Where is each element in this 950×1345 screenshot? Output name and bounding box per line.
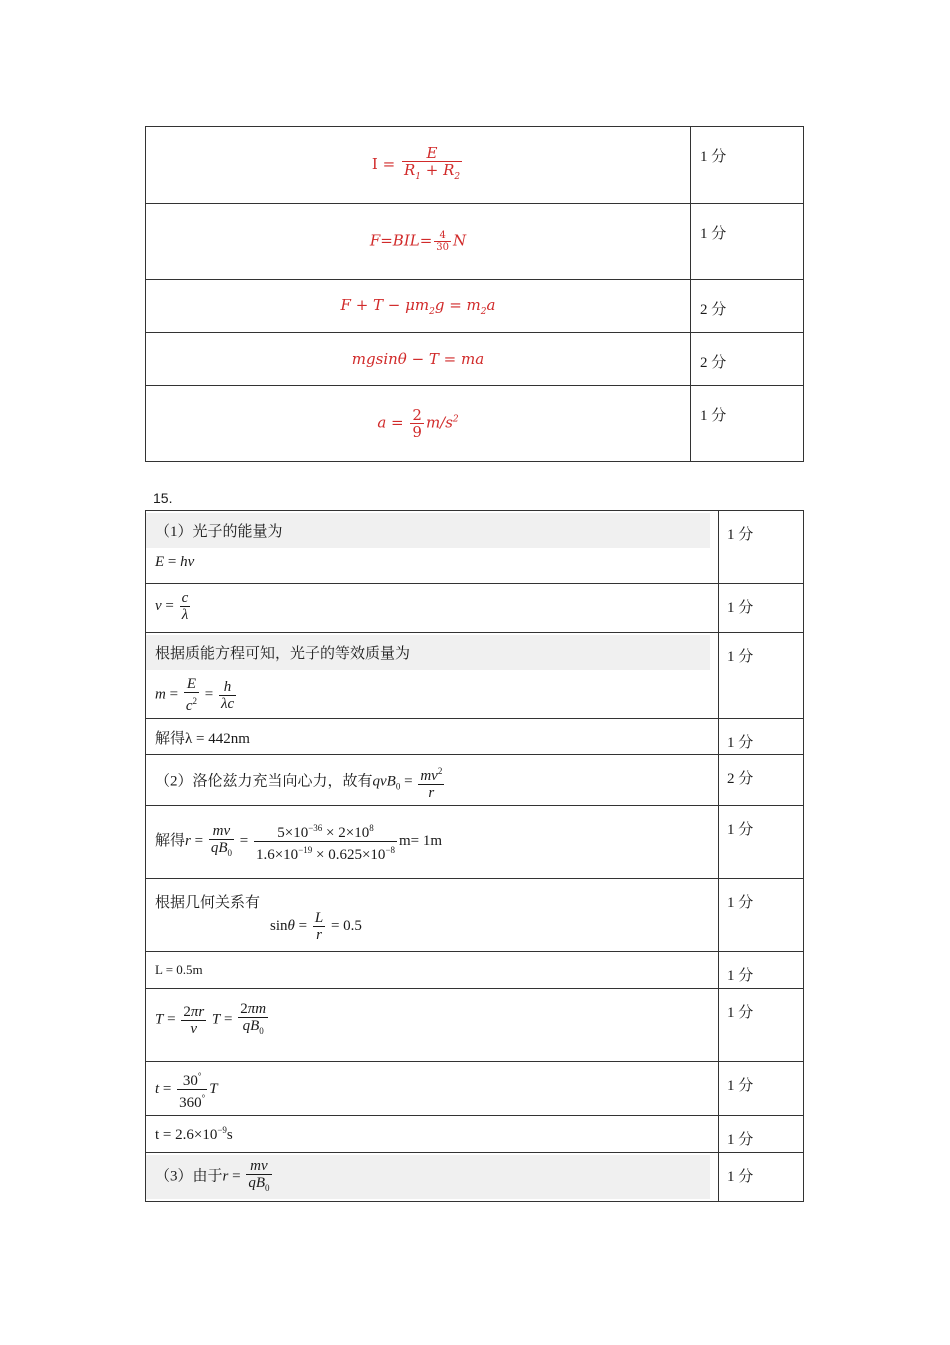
score-cell: 1 分 [719, 1062, 804, 1116]
score-cell: 1 分 [719, 952, 804, 989]
table-row [146, 127, 804, 204]
step-text: 根据质能方程可知，光子的等效质量为 [146, 635, 710, 670]
table-row [146, 719, 804, 755]
solution-cell [146, 806, 719, 879]
score-cell: 1 分 [691, 127, 804, 204]
table-row [146, 989, 804, 1062]
table-row [146, 584, 804, 633]
solution-cell [146, 1153, 719, 1202]
result-wavelength: 解得λ = 442nm [155, 731, 250, 747]
table-row [146, 952, 804, 989]
solution-cell [146, 879, 719, 952]
score-cell: 1 分 [719, 719, 804, 755]
solution-cell [146, 952, 719, 989]
table-row [146, 806, 804, 879]
score-cell: 2 分 [691, 280, 804, 333]
result-length: L = 0.5m [155, 962, 203, 977]
formula-energy: E = hν [155, 554, 195, 570]
formula-force: F=BIL= $\frac{4}{30}$ N [146, 204, 691, 280]
table-row [146, 333, 804, 386]
formula-period: T = $\frac{2\pi r}{v}$ T = $\frac{2\pi m}{qB_0}$ [155, 1001, 267, 1037]
scoring-table-q15 [145, 510, 804, 1202]
solution-cell [146, 584, 719, 633]
formula-frequency: ν = $\frac{c}{\lambda}$ [155, 590, 189, 623]
solution-cell [146, 719, 719, 755]
table-row [146, 633, 804, 719]
table-row [146, 1153, 804, 1202]
formula-time: t = $\frac{30^\circ}{360^\circ}$ T [146, 1062, 718, 1115]
table-row [146, 386, 804, 462]
formula-sine: sinθ = $\frac{L}{r}$ = 0.5 [270, 910, 362, 943]
score-cell: 1 分 [719, 989, 804, 1062]
score-cell: 1 分 [719, 879, 804, 952]
scoring-table-top [145, 126, 804, 462]
formula-lorentz: （2）洛伦兹力充当向心力，故有qvB$_0$ = $\frac{mv^2}{r}$ [146, 755, 718, 805]
score-cell: 1 分 [719, 806, 804, 879]
formula-newton-m2: $F + T - \mu m_2g = m_2a$ [146, 280, 691, 333]
solution-cell [146, 633, 719, 719]
step-text: （1）光子的能量为 [146, 513, 710, 548]
formula-radius-again: （3）由于r = $\frac{mv}{qB_0}$ [146, 1155, 710, 1199]
solution-cell [146, 755, 719, 806]
formula-radius: 解得r = $\frac{mv}{qB_0}$ = $\frac{5\times 10^{-36} \times 2\times 10^8}{1.6\times 10^{-19} \times 0.625\times 10^{-8}}$ m= 1m [146, 806, 718, 867]
step-text: 根据几何关系有 [155, 895, 261, 911]
table-row [146, 511, 804, 584]
formula-mass: m = $\frac{E}{c^2}$ = $\frac{h}{\lambda c}$ [155, 676, 235, 714]
solution-cell [146, 511, 719, 584]
score-cell: 2 分 [691, 333, 804, 386]
result-time: $t = 2.6\times 10^{-9}s$ [155, 1125, 233, 1143]
score-cell: 1 分 [719, 511, 804, 584]
score-cell: 2 分 [719, 755, 804, 806]
table-row [146, 755, 804, 806]
formula-current: I = $\frac{E}{R_1 + R_2}$ [146, 127, 691, 204]
solution-cell [146, 989, 719, 1062]
solution-cell [146, 1116, 719, 1153]
table-row [146, 879, 804, 952]
table-row [146, 280, 804, 333]
question-number: 15. [153, 490, 173, 506]
table-row [146, 1062, 804, 1116]
score-cell: 1 分 [719, 633, 804, 719]
score-cell: 1 分 [691, 204, 804, 280]
formula-incline: mgsinθ − T = ma [146, 333, 691, 386]
formula-acceleration: a = $\frac{2}{9}$ $m/s^2$ [146, 386, 691, 462]
solution-cell [146, 1062, 719, 1116]
score-cell: 1 分 [719, 1153, 804, 1202]
table-row [146, 204, 804, 280]
score-cell: 1 分 [691, 386, 804, 462]
score-cell: 1 分 [719, 1116, 804, 1153]
score-cell: 1 分 [719, 584, 804, 633]
table-row [146, 1116, 804, 1153]
